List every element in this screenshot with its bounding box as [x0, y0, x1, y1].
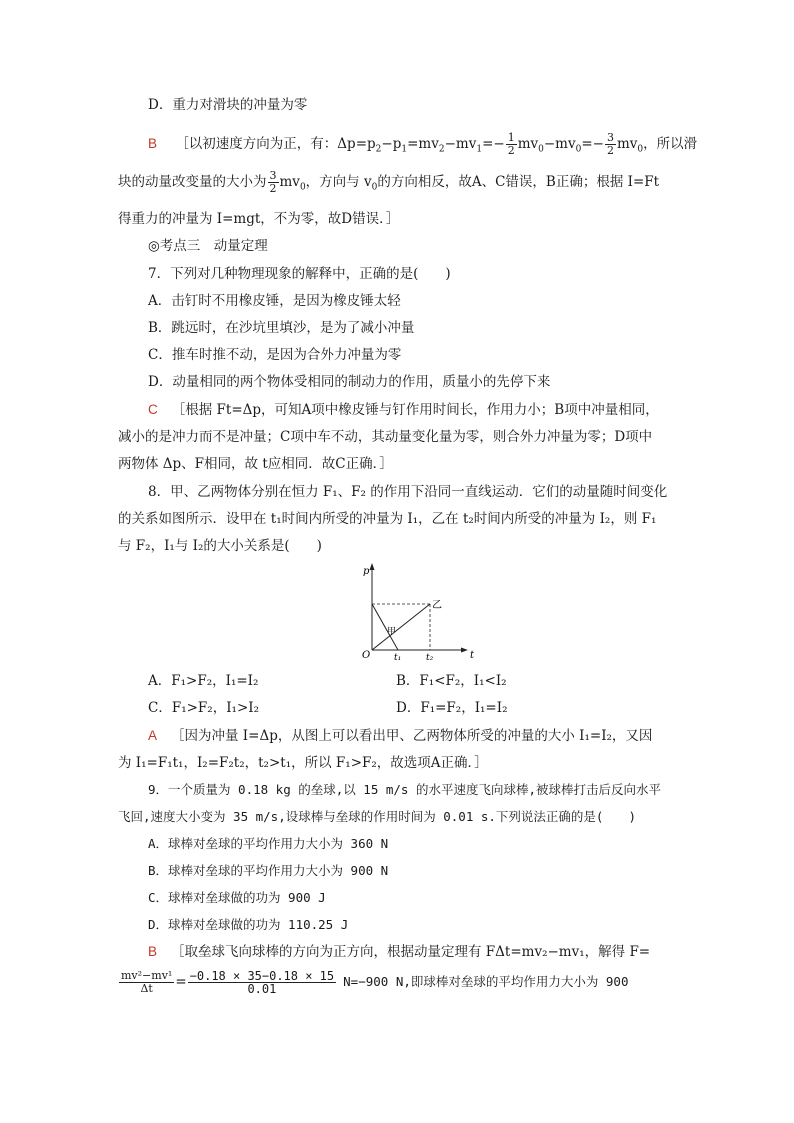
q8-stem-line-1: 8．甲、乙两物体分别在恒力 F₁、F₂ 的作用下沿同一直线运动．它们的动量随时间变化 [148, 484, 668, 500]
t-axis-label: t [470, 650, 475, 661]
q7-stem: 7．下列对几种物理现象的解释中，正确的是( ) [148, 266, 451, 282]
t1-label: t₁ [394, 653, 402, 662]
q9-fraction-numeric: $\frac{-0.18 \times 35-0.18 \times 15}{0.01}$ [189, 969, 335, 996]
q9-fraction-symbolic: $\frac{\text{mv²−mv¹}}{\Delta t}$ [121, 969, 173, 995]
q8-explanation-line-1 [148, 727, 652, 745]
origin-label: O [362, 650, 371, 661]
q6-explanation-line-3: 得重力的冲量为 I=mgt，不为零，故D错误．］ [118, 211, 400, 227]
p-axis-label: p [363, 566, 370, 577]
q6-exp-text: ［以初速度方向为正，有：Δp=p [175, 136, 376, 152]
q7-explanation-line-3: 两物体 Δp、F相同，故 t应相同．故C正确．］ [118, 456, 393, 472]
q6-exp-text: =− [581, 136, 604, 152]
q8-option-d: D．F₁=F₂，I₁=I₂ [396, 700, 508, 716]
q6-answer-label: B [148, 136, 158, 151]
q6-exp-text: =− [482, 136, 505, 152]
q8-exp-text: ［因为冲量 I=Δp，从图上可以看出甲、乙两物体所受的冲量的大小 I₁=I₂，又因 [171, 728, 653, 744]
yi-label: 乙 [432, 600, 442, 611]
q6-exp-text: ，所以滑 [643, 136, 698, 152]
q8-stem-line-3: 与 F₂，I₁与 I₂的大小关系是( ) [118, 538, 322, 554]
q8-option-b: B．F₁<F₂，I₁<I₂ [396, 673, 507, 689]
q9-answer-label: B [148, 944, 158, 959]
q8-stem-line-2: 的关系如图所示．设甲在 t₁时间内所受的冲量为 I₁，乙在 t₂时间内所受的冲量为 I₂，则 F₁ [118, 511, 657, 527]
q7-option-c: C．推车时推不动，是因为合外力冲量为零 [148, 347, 402, 363]
q6-explanation-line-1: B ［以初速度方向为正，有：$\Delta p=p_2-p_1=mv_2-mv_1=-$ $\frac{1}{2}$ $mv_0-mv_0=-$ $\frac{3}{2}$ $mv_0$，所以滑 [148, 131, 698, 157]
q8-option-a: A．F₁>F₂，I₁=I₂ [148, 673, 259, 689]
q7-answer-label: C [148, 402, 158, 417]
q6-exp-text: 块的动量改变量的大小为 [118, 174, 267, 190]
q9-option-c: C．球棒对垒球做的功为 900 J [148, 890, 326, 905]
q9-explanation-line-2 [118, 970, 628, 995]
q9-option-b: B．球棒对垒球的平均作用力大小为 900 N [148, 863, 389, 878]
section-heading: ◎考点三 动量定理 [148, 238, 268, 254]
q9-exp-tail: N=−900 N,即球棒对垒球的平均作用力大小为 900 [343, 974, 629, 989]
q6-exp-text: =mv [407, 136, 439, 152]
q9-exp-text: ［取垒球飞向球棒的方向为正方向，根据动量定理有 FΔt=mv₂−mv₁，解得 F= [171, 944, 651, 960]
q6-explanation-line-2: 块的动量改变量的大小为 $\frac{3}{2}$ $mv_0$，方向与 $v_0$的方向相反，故A、C错误，B正确；根据 I=Ft [118, 169, 660, 195]
q9-equals: = [175, 974, 187, 990]
q6-option-d: D．重力对滑块的冲量为零 [148, 97, 308, 113]
q8-option-c: C．F₁>F₂，I₁>I₂ [148, 700, 259, 716]
q7-exp-text: ［根据 Ft=Δp，可知A项中橡皮锤与钉作用时间长，作用力小；B项中冲量相同， [171, 402, 659, 418]
q9-stem-line-2: 飞回,速度大小变为 35 m/s,设球棒与垒球的作用时间为 0.01 s.下列说法正确的是( ) [118, 809, 636, 824]
momentum-time-graph [360, 562, 480, 662]
q7-option-b: B．跳远时，在沙坑里填沙，是为了减小冲量 [148, 320, 415, 336]
q7-option-a: A．击钉时不用橡皮锤，是因为橡皮锤太轻 [148, 293, 401, 309]
t2-label: t₂ [426, 653, 434, 662]
p-axis-arrow [370, 563, 375, 570]
q6-exp-text: −mv [444, 136, 477, 152]
t-axis-arrow [461, 648, 468, 653]
q9-option-a: A．球棒对垒球的平均作用力大小为 360 N [148, 836, 389, 851]
q6-fraction-three-halves: $\frac{3}{2}$ [606, 131, 614, 157]
q6-fraction-three-halves-2: $\frac{3}{2}$ [269, 169, 277, 195]
line-yi [372, 604, 430, 650]
q8-answer-label: A [148, 728, 158, 743]
q6-exp-text: mv [517, 136, 539, 152]
q9-stem-line-1: 9．一个质量为 0.18 kg 的垒球,以 15 m/s 的水平速度飞向球棒,被球棒打击后反向水平 [148, 782, 662, 797]
jia-label: 甲 [387, 627, 397, 637]
q6-exp-text: ，方向与 v [305, 174, 372, 190]
q6-fraction-half: $\frac{1}{2}$ [507, 131, 515, 157]
q9-option-d: D．球棒对垒球做的功为 110.25 J [148, 917, 349, 932]
q9-explanation-line-1 [148, 943, 650, 961]
q6-exp-text: mv [616, 136, 638, 152]
q6-exp-text: mv [279, 174, 300, 190]
q7-option-d: D．动量相同的两个物体受相同的制动力的作用，质量小的先停下来 [148, 374, 551, 390]
q6-exp-text: −mv [543, 136, 576, 152]
q7-explanation-line-1 [148, 401, 659, 419]
q6-exp-text: −p [381, 136, 402, 152]
q7-explanation-line-2: 减小的是冲力而不是冲量；C项中车不动，其动量变化量为零，则合外力冲量为零；D项中 [118, 429, 653, 445]
q8-explanation-line-2: 为 I₁=F₁t₁，I₂=F₂t₂，t₂>t₁，所以 F₁>F₂，故选项A正确．］ [118, 755, 488, 771]
q6-exp-text: 的方向相反，故A、C错误，B正确；根据 I=Ft [377, 174, 660, 190]
